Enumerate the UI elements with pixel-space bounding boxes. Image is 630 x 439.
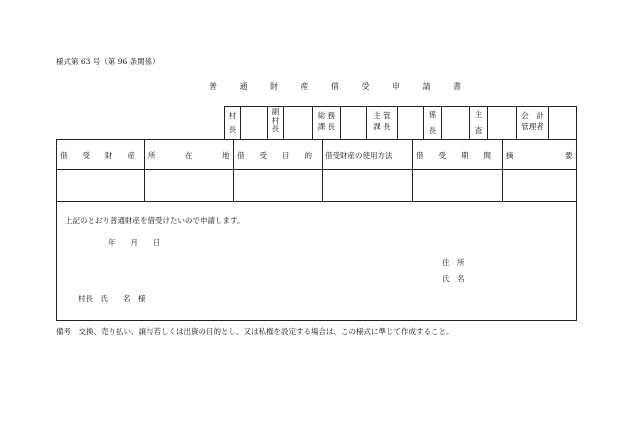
header-method: 借受財産の使用方法 [325,151,393,160]
approval-divider [441,106,442,139]
table-border [56,320,576,321]
header-remarks-right: 要 [565,151,573,160]
header-location-left: 所 [148,151,156,160]
column-divider [322,139,323,201]
label-char: 査 [474,126,483,135]
approval-label-fuku-sonchou [268,108,283,134]
header-term: 借 受 期 間 [416,151,491,160]
addressee-line: 村長 氏 名 様 [78,294,146,303]
approval-divider [397,106,398,139]
header-remarks-left: 摘 [506,151,514,160]
column-divider [502,139,503,201]
title-char: 受 [361,82,370,91]
approval-divider [340,106,341,139]
header-location-mid: 在 [185,151,193,160]
label-line: 課 長 [373,122,391,131]
approval-divider [240,106,241,139]
applicant-name-label: 氏 名 [442,274,465,283]
table-border [56,169,576,170]
label-line: 管理者 [521,122,544,131]
approval-divider [548,106,549,139]
label-char: 係 [428,110,437,119]
applicant-address-label: 住 所 [442,258,465,267]
approval-label-kaikei [517,110,548,132]
form-title [209,81,461,92]
approval-label-kakarichou [424,109,441,136]
label-char: 長 [271,124,280,133]
approval-label-shusa [470,109,487,136]
label-char: 長 [428,126,437,135]
title-char: 産 [300,82,309,91]
label-line: 主 管 [373,111,391,120]
header-location-right: 地 [222,151,230,160]
label-char: 副 [271,107,280,116]
column-divider [412,139,413,201]
table-border [576,139,577,321]
approval-divider [283,106,284,139]
label-char: 村 [271,115,280,125]
column-divider [233,139,234,201]
label-char: 村 [228,111,237,120]
title-char: 申 [392,82,400,91]
remarks-note: 備考 交換、売り払い、譲与若しくは出資の目的とし、又は私権を設定する場合は、この様式に準じて作成すること。 [56,327,454,336]
label-line: 会 計 [521,111,544,120]
title-char: 普 [209,82,217,91]
title-char: 財 [270,82,278,91]
table-border [56,139,576,140]
date-line: 年 月 日 [108,238,161,247]
approval-label-shukan-kachou [367,110,397,132]
label-line: 総 務 [317,111,336,120]
approval-divider [487,106,488,139]
approval-label-sonchou [225,110,240,135]
table-border [56,201,576,202]
title-char: 通 [239,82,248,91]
label-line: 課 長 [317,122,336,131]
approval-divider [576,106,577,139]
column-divider [144,139,145,201]
application-statement: 上記のとおり普通財産を借受けたいので申請します。 [65,216,245,225]
approval-label-soumu-kachou [313,110,340,132]
table-border [56,139,57,321]
form-number: 様式第 63 号（第 96 条関係） [56,57,160,66]
header-property: 借 受 財 産 [60,151,135,160]
title-char: 書 [453,82,461,91]
title-char: 借 [331,82,339,91]
label-char: 長 [228,125,237,134]
title-char: 請 [422,82,431,91]
label-char: 主 [474,110,483,119]
header-purpose: 借 受 目 的 [237,151,312,160]
